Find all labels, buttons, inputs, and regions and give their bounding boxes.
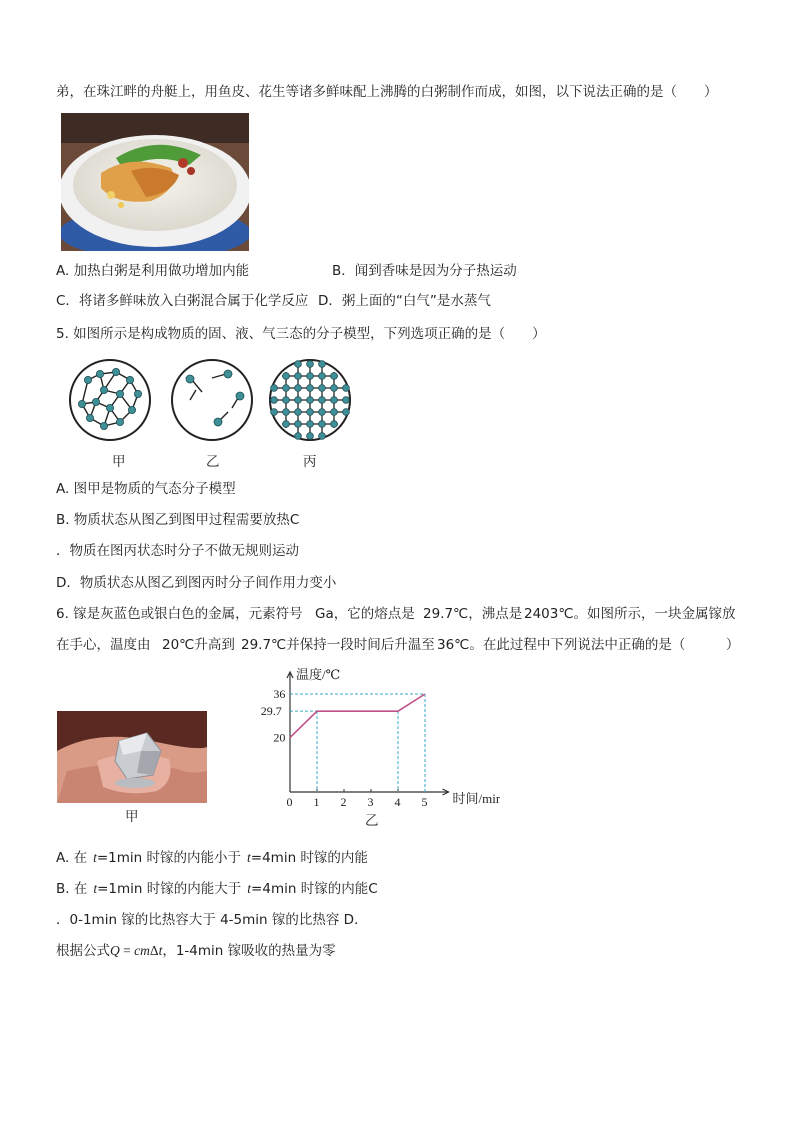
model-jia xyxy=(70,360,150,440)
q4-option-d: D．粥上面的“白气”是水蒸气 xyxy=(318,293,491,309)
q5-stem: 5. 如图所示是构成物质的固、液、气三态的分子模型，下列选项正确的是（ ） xyxy=(56,326,546,342)
y-tick-label: 36 xyxy=(273,687,286,701)
q4-stem: 弟，在珠江畔的舟艇上，用鱼皮、花生等诸多鲜味配上沸腾的白粥制作而成，如图，以下说法正确的是（ ） xyxy=(56,84,718,100)
q6-line2-c: 29.7℃并保持一段时间后升温至 xyxy=(241,637,435,653)
q6-option-a-var2: t xyxy=(247,850,251,865)
q5-option-a: A. 图甲是物质的气态分子模型 xyxy=(56,481,236,497)
temperature-time-chart xyxy=(250,662,500,830)
q4-option-c: C．将诸多鲜味放入白粥混合属于化学反应 xyxy=(56,293,309,309)
q6-formula-t: t xyxy=(158,943,163,958)
y-tick-label: 20 xyxy=(273,730,286,745)
q5-label-yi: 乙 xyxy=(206,454,220,470)
q5-label-jia: 甲 xyxy=(112,454,126,470)
x-tick-label: 1 xyxy=(313,795,320,809)
q6-line2-d: 36℃。在此过程中下列说法中正确的是（ ） xyxy=(437,637,740,653)
q6-line1-d: 2403℃。如图所示，一块金属镓放 xyxy=(524,606,736,622)
q6-option-d-prefix: 根据公式 xyxy=(56,943,110,959)
x-tick-label: 4 xyxy=(394,795,401,809)
q6-line2-a: 在手心，温度由 xyxy=(56,637,151,653)
q5-label-bing: 丙 xyxy=(303,454,317,470)
model-bing xyxy=(270,360,350,440)
q6-option-a-mid: =1min 时镓的内能小于 xyxy=(96,850,242,866)
q6-option-b xyxy=(56,880,378,898)
x-axis-label: 时间/min xyxy=(452,791,500,806)
q6-option-a-end: =4min 时镓的内能 xyxy=(250,850,368,866)
q5-option-d: D．物质状态从图乙到图丙时分子间作用力变小 xyxy=(56,575,337,591)
gallium-hand-photo xyxy=(57,711,207,803)
q6-option-c: ．0-1min 镓的比热容大于 4-5min 镓的比热容 D． xyxy=(56,912,368,928)
q6-option-b-var1: t xyxy=(93,881,98,896)
x-tick-label: 2 xyxy=(340,795,347,809)
q6-option-d xyxy=(56,942,336,960)
q6-formula-cm: cm xyxy=(134,943,150,958)
q6-line2-b: 20℃升高到 xyxy=(162,637,235,653)
model-yi xyxy=(172,360,252,440)
q6-option-b-prefix: B. 在 xyxy=(56,881,88,897)
q6-fig-label-jia: 甲 xyxy=(125,809,139,825)
q6-line1-c: 29.7℃，沸点是 xyxy=(423,606,523,622)
y-tick-label: 29.7 xyxy=(260,704,282,719)
q6-formula-eq: = xyxy=(119,943,135,958)
x-tick-label: 0 xyxy=(286,795,293,809)
q6-line1-b: Ga，它的熔点是 xyxy=(315,606,415,622)
q4-option-b: B．闻到香味是因为分子热运动 xyxy=(332,263,517,279)
x-tick-label: 5 xyxy=(421,795,428,809)
q6-option-a xyxy=(56,849,368,867)
q6-option-a-prefix: A. 在 xyxy=(56,850,88,866)
q6-fig-label-yi: 乙 xyxy=(365,813,379,829)
q5-option-c: ．物质在图丙状态时分子不做无规则运动 xyxy=(56,543,299,559)
q6-line1-a: 6. 镓是灰蓝色或银白色的金属，元素符号 xyxy=(56,606,303,622)
series-line xyxy=(290,694,425,738)
q6-formula-delta: Δ xyxy=(149,943,159,958)
q6-option-b-end: =4min 时镓的内能C xyxy=(251,881,378,897)
molecule-models-figure xyxy=(60,350,360,470)
q4-option-a: A. 加热白粥是利用做功增加内能 xyxy=(56,263,250,279)
y-axis-label: 温度/℃ xyxy=(296,667,341,682)
q6-option-d-end: ，1-4min 镓吸收的热量为零 xyxy=(162,943,336,959)
x-tick-label: 3 xyxy=(367,795,374,809)
q6-formula-q: Q xyxy=(110,943,120,958)
q6-option-b-mid: =1min 时镓的内能大于 xyxy=(97,881,242,897)
q6-option-b-var2: t xyxy=(247,881,252,896)
congee-photo xyxy=(61,113,249,251)
q5-option-b: B. 物质状态从图乙到图甲过程需要放热C xyxy=(56,512,300,528)
q6-option-a-var1: t xyxy=(93,850,97,865)
